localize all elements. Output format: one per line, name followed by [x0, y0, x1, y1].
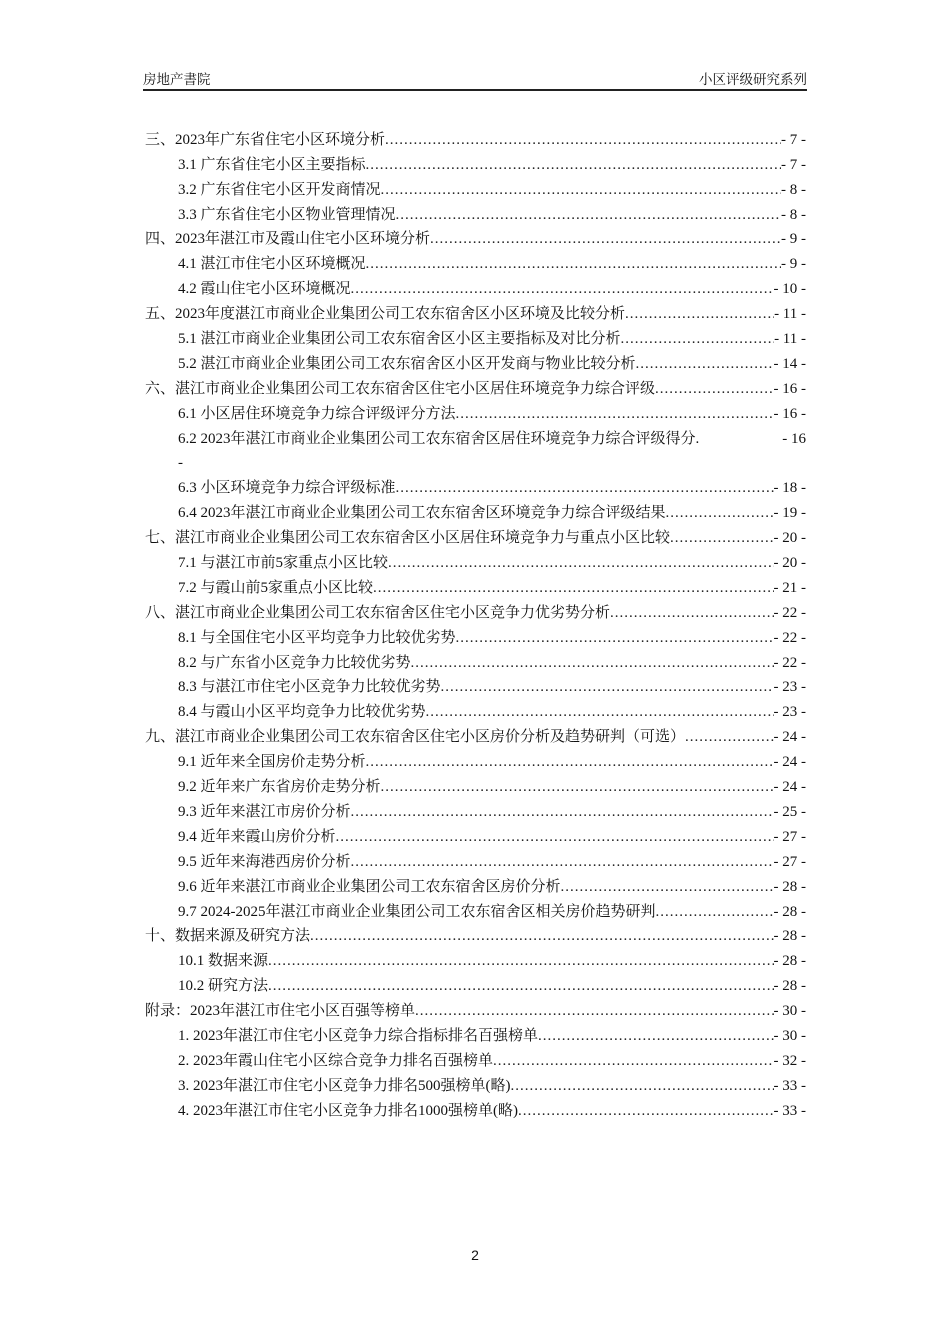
toc-section-entry[interactable]	[145, 275, 806, 300]
toc-section-entry[interactable]	[145, 624, 806, 649]
toc-entry-title: 6.4 2023年湛江市商业企业集团公司工农东宿舍区环境竞争力综合评级结果	[178, 505, 666, 522]
toc-entry-title: 8.1 与全国住宅小区平均竞争力比较优劣势	[178, 629, 456, 646]
toc-entry-title: 6.3 小区环境竞争力综合评级标准	[178, 480, 396, 497]
page-number: 2	[471, 1247, 479, 1263]
dot-leader	[625, 303, 774, 325]
toc-entry-page: - 9 -	[781, 231, 806, 248]
toc-entry-title: 六、湛江市商业企业集团公司工农东宿舍区住宅小区居住环境竞争力综合评级	[145, 380, 656, 397]
toc-section-entry[interactable]	[145, 350, 806, 375]
toc-entry-title: 9.4 近年来霞山房价分析	[178, 828, 336, 845]
toc-entry-page: - 28 -	[773, 878, 806, 895]
toc-entry-page: - 9 -	[781, 256, 806, 273]
dot-leader	[456, 627, 774, 649]
dot-leader	[411, 652, 774, 674]
toc-entry-page: - 27 -	[773, 853, 806, 870]
toc-entry-page: - 25 -	[773, 803, 806, 820]
toc-entry-title: 7.1 与湛江市前5家重点小区比较	[178, 555, 389, 572]
dot-leader	[381, 776, 774, 798]
dot-leader	[351, 851, 774, 873]
dot-leader	[610, 602, 773, 624]
toc-entry-page: - 30 -	[773, 1027, 806, 1044]
dot-leader	[388, 552, 773, 574]
dot-leader	[666, 502, 774, 524]
toc-section-entry[interactable]	[145, 848, 806, 873]
toc-section-entry[interactable]	[145, 450, 806, 475]
header-right-title: 小区评级研究系列	[699, 72, 807, 87]
toc-entry-title: 4. 2023年湛江市住宅小区竞争力排名1000强榜单(略)	[178, 1102, 518, 1119]
toc-section-entry[interactable]	[145, 425, 806, 450]
toc-entry-page: - 22 -	[773, 629, 806, 646]
toc-entry-page: - 28 -	[773, 903, 806, 920]
toc-entry-page: - 7 -	[781, 156, 806, 173]
toc-entry-title: 1. 2023年湛江市住宅小区竞争力综合指标排名百强榜单	[178, 1027, 539, 1044]
toc-chapter-entry[interactable]	[145, 599, 806, 624]
toc-entry-page: - 23 -	[773, 704, 806, 721]
toc-section-entry[interactable]	[145, 798, 806, 823]
toc-chapter-entry[interactable]	[145, 300, 806, 325]
toc-section-entry[interactable]	[145, 151, 806, 176]
toc-entry-title: -	[178, 455, 183, 472]
toc-entry-page: - 20 -	[773, 530, 806, 547]
toc-entry-title: 2. 2023年霞山住宅小区综合竞争力排名百强榜单	[178, 1052, 494, 1069]
toc-entry-title: 9.3 近年来湛江市房价分析	[178, 803, 351, 820]
toc-section-entry[interactable]	[145, 698, 806, 723]
toc-entry-title: 3. 2023年湛江市住宅小区竞争力排名500强榜单(略)	[178, 1077, 511, 1094]
toc-entry-page: - 22 -	[773, 604, 806, 621]
toc-section-entry[interactable]	[145, 574, 806, 599]
toc-chapter-entry[interactable]	[145, 126, 806, 151]
toc-entry-title: 九、湛江市商业企业集团公司工农东宿舍区住宅小区房价分析及趋势研判（可选）	[145, 729, 686, 746]
toc-entry-page: - 11 -	[774, 331, 806, 348]
toc-entry-title: 6.1 小区居住环境竞争力综合评级评分方法	[178, 405, 456, 422]
dot-leader	[670, 527, 773, 549]
dot-leader	[351, 278, 774, 300]
toc-entry-page: - 32 -	[773, 1052, 806, 1069]
toc-entry-title: 9.2 近年来广东省房价走势分析	[178, 779, 381, 796]
toc-entry-page: - 14 -	[773, 355, 806, 372]
toc-entry-title: 七、湛江市商业企业集团公司工农东宿舍区小区居住环境竞争力与重点小区比较	[145, 530, 671, 547]
toc-entry-page: - 18 -	[773, 480, 806, 497]
dot-leader	[493, 1050, 773, 1072]
toc-section-entry[interactable]	[145, 674, 806, 699]
dot-leader	[366, 253, 781, 275]
toc-entry-page: - 23 -	[773, 679, 806, 696]
dot-leader	[381, 179, 781, 201]
toc-entry-title: 9.5 近年来海港西房价分析	[178, 853, 351, 870]
toc-chapter-entry[interactable]	[145, 524, 806, 549]
dot-leader	[373, 577, 773, 599]
toc-section-entry[interactable]	[145, 1072, 806, 1097]
toc-entry-title: 3.2 广东省住宅小区开发商情况	[178, 181, 381, 198]
toc-section-entry[interactable]	[145, 972, 806, 997]
dot-leader	[268, 975, 773, 997]
toc-entry-title: 附录：2023年湛江市住宅小区百强等榜单	[145, 1003, 416, 1020]
toc-section-entry[interactable]	[145, 1047, 806, 1072]
toc-chapter-entry[interactable]	[145, 923, 806, 948]
toc-entry-title: 7.2 与霞山前5家重点小区比较	[178, 579, 374, 596]
toc-section-entry[interactable]	[145, 549, 806, 574]
dot-leader	[396, 477, 774, 499]
page-header	[143, 68, 807, 88]
toc-chapter-entry[interactable]	[145, 997, 806, 1022]
toc-entry-title: 9.7 2024-2025年湛江市商业企业集团公司工农东宿舍区相关房价趋势研判	[178, 903, 656, 920]
toc-entry-title: 五、2023年度湛江市商业企业集团公司工农东宿舍区小区环境及比较分析	[145, 306, 626, 323]
dot-leader	[511, 1075, 774, 1097]
toc-entry-title: 八、湛江市商业企业集团公司工农东宿舍区住宅小区竞争力优劣势分析	[145, 604, 611, 621]
dot-leader	[310, 925, 773, 947]
toc-entry-page: - 8 -	[781, 181, 806, 198]
dot-leader	[396, 204, 781, 226]
toc-entry-title: 8.2 与广东省小区竞争力比较优劣势	[178, 654, 411, 671]
toc-entry-page: - 24 -	[773, 729, 806, 746]
toc-entry-title: 9.6 近年来湛江市商业企业集团公司工农东宿舍区房价分析	[178, 878, 561, 895]
dot-leader	[685, 726, 773, 748]
toc-entry-page: - 21 -	[773, 579, 806, 596]
toc-section-entry[interactable]	[145, 499, 806, 524]
dot-leader	[561, 876, 774, 898]
toc-section-entry[interactable]	[145, 176, 806, 201]
header-left-title: 房地产書院	[143, 72, 211, 87]
toc-entry-page: - 28 -	[773, 953, 806, 970]
toc-section-entry[interactable]	[145, 201, 806, 226]
toc-entry-title: 8.4 与霞山小区平均竞争力比较优劣势	[178, 704, 426, 721]
toc-entry-title: 10.2 研究方法	[178, 978, 269, 995]
toc-entry-page: - 10 -	[773, 281, 806, 298]
toc-entry-title: 10.1 数据来源	[178, 953, 269, 970]
toc-section-entry[interactable]	[145, 873, 806, 898]
toc-entry-title: 4.1 湛江市住宅小区环境概况	[178, 256, 366, 273]
toc-entry-title: 8.3 与湛江市住宅小区竞争力比较优劣势	[178, 679, 441, 696]
toc-entry-page: - 22 -	[773, 654, 806, 671]
toc-chapter-entry[interactable]	[145, 226, 806, 251]
dot-leader	[351, 801, 774, 823]
toc-chapter-entry[interactable]	[145, 723, 806, 748]
toc-entry-page: - 28 -	[773, 978, 806, 995]
dot-leader	[538, 1025, 773, 1047]
toc-section-entry[interactable]	[145, 250, 806, 275]
toc-section-entry[interactable]	[145, 325, 806, 350]
toc-entry-page: - 27 -	[773, 828, 806, 845]
toc-section-entry[interactable]	[145, 898, 806, 923]
toc-entry-page: - 11 -	[774, 306, 806, 323]
dot-leader	[636, 353, 774, 375]
toc-entry-title: 6.2 2023年湛江市商业企业集团公司工农东宿舍区居住环境竞争力综合评级得分.	[178, 430, 700, 447]
toc-section-entry[interactable]	[145, 773, 806, 798]
toc-section-entry[interactable]	[145, 474, 806, 499]
toc-entry-page: - 8 -	[781, 206, 806, 223]
toc-entry-page: - 7 -	[781, 131, 806, 148]
toc-entry-title: 5.2 湛江市商业企业集团公司工农东宿舍区小区开发商与物业比较分析	[178, 355, 636, 372]
dot-leader	[518, 1100, 774, 1122]
toc-entry-title: 四、2023年湛江市及霞山住宅小区环境分析	[145, 231, 431, 248]
header-divider	[143, 89, 807, 91]
dot-leader	[268, 950, 773, 972]
dot-leader	[366, 154, 781, 176]
dot-leader	[655, 378, 773, 400]
dot-leader	[385, 129, 781, 151]
toc-section-entry[interactable]	[145, 1097, 806, 1122]
toc-entry-title: 3.3 广东省住宅小区物业管理情况	[178, 206, 396, 223]
toc-section-entry[interactable]	[145, 1022, 806, 1047]
toc-entry-title: 十、数据来源及研究方法	[145, 928, 311, 945]
dot-leader	[415, 1000, 773, 1022]
toc-entry-page: - 30 -	[773, 1003, 806, 1020]
dot-leader	[430, 228, 781, 250]
toc-entry-page: - 33 -	[773, 1102, 806, 1119]
toc-entry-title: 3.1 广东省住宅小区主要指标	[178, 156, 366, 173]
dot-leader	[336, 826, 774, 848]
toc-section-entry[interactable]	[145, 400, 806, 425]
toc-entry-page: - 16	[782, 430, 806, 447]
toc-entry-title: 9.1 近年来全国房价走势分析	[178, 754, 366, 771]
toc-chapter-entry[interactable]	[145, 375, 806, 400]
dot-leader	[366, 751, 774, 773]
toc-section-entry[interactable]	[145, 823, 806, 848]
toc-section-entry[interactable]	[145, 947, 806, 972]
toc-entry-page: - 16 -	[773, 380, 806, 397]
toc-section-entry[interactable]	[145, 649, 806, 674]
toc-entry-page: - 16 -	[773, 405, 806, 422]
dot-leader	[656, 901, 774, 923]
toc-entry-page: - 19 -	[773, 505, 806, 522]
toc-entry-page: - 33 -	[773, 1077, 806, 1094]
dot-leader	[621, 328, 775, 350]
toc-entry-title: 4.2 霞山住宅小区环境概况	[178, 281, 351, 298]
toc-entry-page: - 28 -	[773, 928, 806, 945]
dot-leader	[441, 676, 774, 698]
dot-leader	[426, 701, 774, 723]
toc-entry-page: - 24 -	[773, 779, 806, 796]
toc-entry-page: - 24 -	[773, 754, 806, 771]
toc-entry-page: - 20 -	[773, 555, 806, 572]
toc-entry-title: 5.1 湛江市商业企业集团公司工农东宿舍区小区主要指标及对比分析	[178, 331, 621, 348]
toc-entry-title: 三、2023年广东省住宅小区环境分析	[145, 131, 386, 148]
toc-section-entry[interactable]	[145, 748, 806, 773]
table-of-contents	[145, 126, 806, 1122]
dot-leader	[456, 403, 774, 425]
